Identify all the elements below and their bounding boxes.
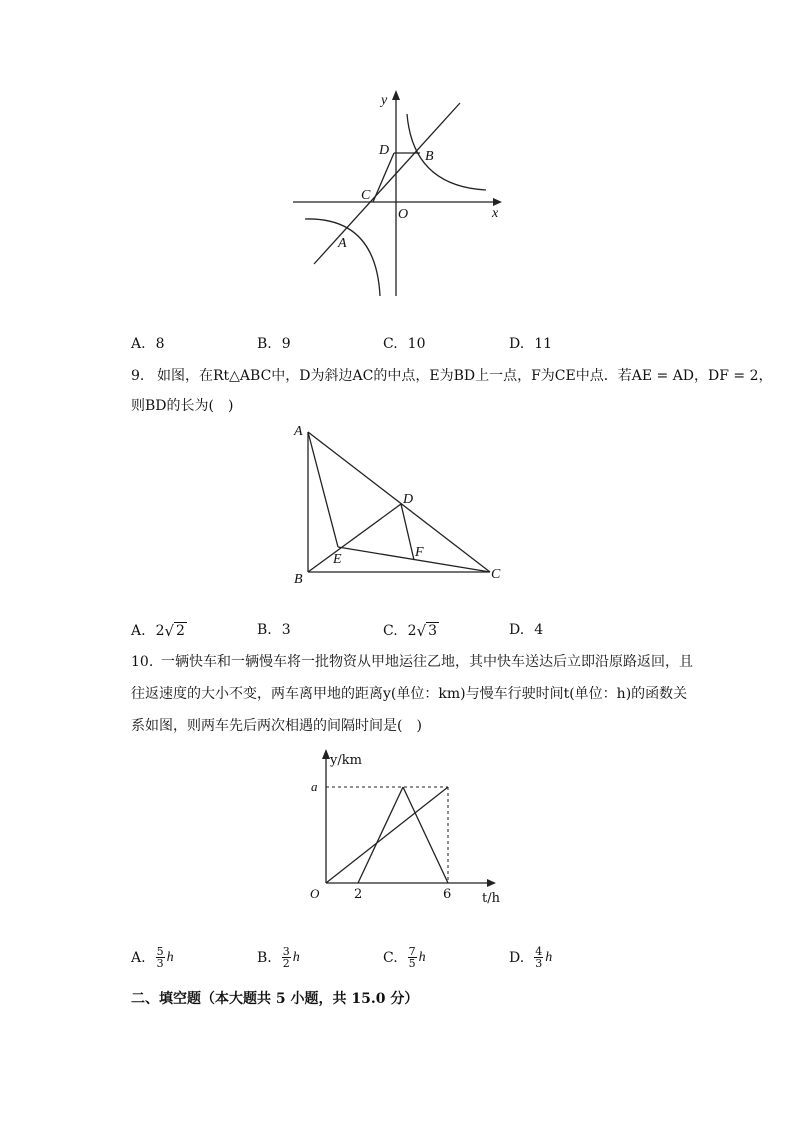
y-axis-arrow [392,90,400,100]
x-axis-label: t/h [482,891,500,906]
denominator: 5 [408,957,416,970]
figure-hyperbola-graph [290,90,510,305]
y-axis-arrow [322,749,330,759]
choice-text: 11 [534,336,553,352]
hyperbola-branch-upper [407,114,486,190]
q9-choice-d[interactable] [509,622,543,638]
choice-coefficient: 2 [155,623,165,639]
choice-letter: A. [131,336,146,352]
choice-text: 9 [281,336,291,352]
numerator: 4 [535,945,543,958]
hyperbola-branch-lower [305,219,380,296]
q9-choice-b[interactable] [257,622,291,638]
x-tick-label-2: 2 [354,887,363,902]
fast-car-return-line [403,787,448,883]
axis-label-x: x [492,206,499,221]
q9-text-line2 [131,396,233,416]
q10-text-line1 [131,652,693,672]
q9-choice-a[interactable] [131,622,187,640]
radicand: 2 [176,623,185,639]
choice-text: 8 [155,336,165,352]
axis-label-y: y [381,93,388,108]
fraction [156,946,165,969]
slow-car-line [326,787,448,883]
point-label-e: E [333,552,342,567]
question-number: 10. [131,654,154,670]
question-text: 一辆快车和一辆慢车将一批物资从甲地运往乙地，其中快车送达后立即沿原路返回，且 [161,654,693,670]
segment-bd [308,504,401,572]
choice-letter: D. [509,622,525,638]
choice-letter: A. [131,623,146,639]
q8-choice-b[interactable] [257,336,291,352]
choice-letter: B. [257,949,272,966]
point-label-a: A [338,236,347,251]
choice-letter: B. [257,336,272,352]
fast-car-outbound-line [358,787,403,883]
q10-choice-b[interactable] [257,946,300,969]
q9-choices [0,622,794,650]
choice-coefficient: 2 [407,623,417,639]
q9-choice-c[interactable] [383,622,439,640]
point-label-b: B [425,149,434,164]
q10-text-line3 [131,716,422,736]
denominator: 2 [282,957,290,970]
choice-letter: C. [383,949,398,966]
question-text: 系如图，则两车先后两次相遇的间隔时间是( ) [131,718,422,734]
choice-text: 4 [534,622,544,638]
choice-letter: C. [383,336,398,352]
q8-choice-a[interactable] [131,336,164,352]
q10-text-line2 [131,684,687,704]
x-axis-arrow [493,198,502,206]
segment-dc [373,153,394,202]
choice-text: 10 [407,336,426,352]
point-label-d: D [403,492,414,507]
x-tick-label-6: 6 [443,887,452,902]
q9-text-line1 [131,366,773,386]
choice-letter: D. [509,949,525,966]
radicand: 3 [428,623,438,639]
segment-ac [308,432,490,572]
question-text: 往返速度的大小不变，两车离甲地的距离y(单位：km)与慢车行驶时间t(单位：h)的函数关 [131,686,688,702]
unit: h [292,949,300,965]
unit: h [166,949,174,965]
question-text: 则BD的长为( ) [131,398,234,414]
line-ab [314,103,460,264]
square-root: √ 3 [416,622,438,640]
choice-text: 3 [281,622,291,638]
q10-choice-d[interactable] [509,946,552,969]
numerator: 3 [282,945,290,958]
denominator: 3 [156,957,164,970]
choice-letter: D. [509,336,525,352]
unit: h [545,949,553,965]
square-root: √ 2 [164,622,185,640]
q8-choices [0,336,794,364]
q8-choice-d[interactable] [509,336,552,352]
x-axis-arrow [487,879,496,887]
point-label-c: C [491,567,501,582]
q10-choices [0,946,794,976]
y-axis-label: y/km [330,753,362,768]
question-text: 如图，在Rt△ABC中，D为斜边AC的中点，E为BD上一点，F为CE中点．若AE = AD，DF = 2， [157,368,773,384]
point-label-f: F [415,545,424,560]
unit: h [418,949,426,965]
q10-choice-a[interactable] [131,946,174,969]
point-label-b: B [294,572,303,587]
denominator: 3 [535,957,543,970]
figure-triangle [290,420,510,590]
y-tick-label-a: a [311,779,318,794]
segment-ae [308,432,338,547]
section-heading-fill-in: 二、填空题（本大题共 5 小题，共 15.0 分） [131,991,419,1007]
fraction [534,946,543,969]
q8-choice-c[interactable] [383,336,426,352]
origin-label: O [310,886,320,901]
fraction [282,946,291,969]
point-label-d: D [379,143,390,158]
fraction [408,946,417,969]
numerator: 5 [156,945,164,958]
point-label-a: A [294,424,303,439]
question-number: 9. [131,368,145,384]
choice-letter: A. [131,949,146,966]
point-label-c: C [361,188,371,203]
choice-letter: C. [383,623,398,639]
choice-letter: B. [257,622,272,638]
figure-distance-time-graph [290,742,520,912]
numerator: 7 [408,945,416,958]
origin-label: O [398,207,409,222]
q10-choice-c[interactable] [383,946,426,969]
